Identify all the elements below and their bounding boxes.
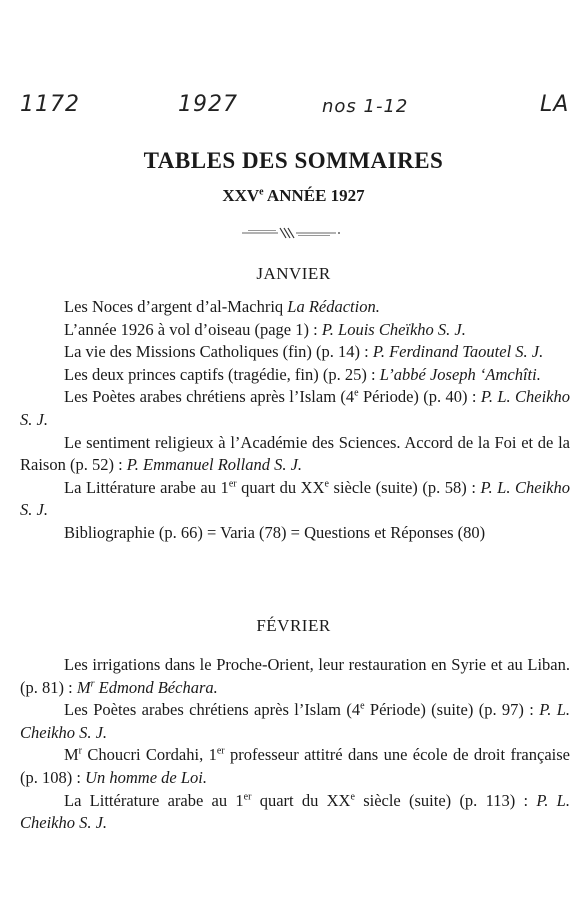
entry-text: La vie des Missions Catholiques (fin) (p. 14) : xyxy=(64,342,373,362)
table-of-contents-entry xyxy=(20,296,570,319)
entry-text: Période) (p. 40) : xyxy=(358,387,481,407)
entry-text: La Littérature arabe au 1 xyxy=(64,477,229,497)
entry-author: Un homme de Loi. xyxy=(85,767,207,787)
table-of-contents-entry xyxy=(20,319,570,342)
entry-text: M xyxy=(64,745,79,765)
entries-fevrier xyxy=(20,654,570,835)
entry-text: er xyxy=(216,745,225,757)
entry-author: P. Ferdinand Taoutel S. J. xyxy=(372,342,544,362)
entry-text: quart du XX xyxy=(236,477,325,497)
entry-author: L’abbé Joseph ‘Amchîti. xyxy=(379,364,541,384)
entry-text: Les Noces d’argent d’al-Machriq xyxy=(64,297,288,316)
entry-author: P. L. Cheikho S. J. xyxy=(20,790,570,833)
entry-author: P. L. Cheikho S. J. xyxy=(20,477,570,520)
table-of-contents-entry xyxy=(20,790,570,835)
volume-subtitle xyxy=(0,186,587,206)
entry-author: La Rédaction. xyxy=(287,297,380,316)
entry-text: er xyxy=(243,791,252,803)
entry-text: Bibliographie (p. 66) = Varia (78) = Questions et Réponses (80) xyxy=(64,522,486,542)
table-of-contents-entry xyxy=(20,477,570,522)
entry-text: er xyxy=(228,478,237,490)
entry-text: Les Poètes arabes chrétiens après l’Islam (4 xyxy=(64,387,355,407)
handwritten-annotation-left: 1172 xyxy=(20,92,80,117)
table-of-contents-entry xyxy=(20,341,570,364)
entry-author: P. L. Cheikho S. J. xyxy=(20,387,570,429)
entry-text: r xyxy=(78,745,83,757)
entry-text: Les Poètes arabes chrétiens après l’Islam (4 xyxy=(64,700,361,720)
handwritten-annotation-issues: nos 1-12 xyxy=(322,96,409,117)
table-of-contents-entry xyxy=(20,432,570,477)
volume-year: ANNÉE 1927 xyxy=(263,186,365,205)
entry-text: e xyxy=(360,700,365,712)
month-heading-fevrier: FÉVRIER xyxy=(256,616,331,635)
month-heading-janvier: JANVIER xyxy=(256,264,331,283)
table-of-contents-entry xyxy=(20,386,570,431)
entry-author: P. Louis Cheïkho S. J. xyxy=(321,319,466,339)
entry-text: Période) (suite) (p. 97) : xyxy=(364,700,540,720)
entry-text: e xyxy=(324,478,329,490)
entry-text: siècle (suite) (p. 58) : xyxy=(328,477,481,497)
entry-text: e xyxy=(350,791,355,803)
entry-text: Les deux princes captifs (tragédie, fin) (p. 25) : xyxy=(64,364,380,384)
table-of-contents-entry xyxy=(20,699,570,744)
handwritten-annotation-right: LA xyxy=(540,92,570,117)
table-of-contents-entry xyxy=(20,522,570,545)
entry-author: M xyxy=(76,677,91,697)
entry-author: P. L. Cheikho S. J. xyxy=(20,700,570,742)
entry-text: Les irrigations dans le Proche-Orient, leur restauration en Syrie et au Liban. (p. 81) : xyxy=(20,655,570,697)
table-of-contents-entry xyxy=(20,654,570,699)
page-title: TABLES DES SOMMAIRES xyxy=(143,148,444,173)
entry-text: siècle (suite) (p. 113) : xyxy=(354,790,537,810)
entry-text: La Littérature arabe au 1 xyxy=(64,790,244,810)
entry-text: Choucri Cordahi, 1 xyxy=(82,745,217,765)
table-of-contents-entry xyxy=(20,744,570,789)
entry-text: quart du XX xyxy=(251,790,351,810)
entries-janvier xyxy=(20,296,570,545)
entry-text: L’année 1926 à vol d’oiseau (page 1) : xyxy=(64,319,322,339)
entry-author: Edmond Béchara. xyxy=(94,677,218,697)
entry-text: professeur attitré dans une école de droit française (p. 108) : xyxy=(20,745,570,787)
entry-text: e xyxy=(354,387,359,399)
entry-text: Le sentiment religieux à l’Académie des Sciences. Accord de la Foi et de la Raison (p. 52) : xyxy=(20,432,570,475)
entry-author: P. Emmanuel Rolland S. J. xyxy=(126,455,303,475)
table-of-contents-entry xyxy=(20,364,570,387)
ornament-divider-icon xyxy=(240,226,340,240)
handwritten-annotation-year: 1927 xyxy=(178,92,238,117)
entry-author: r xyxy=(90,678,95,690)
volume-roman: XXV xyxy=(222,186,260,205)
volume-suffix: e xyxy=(259,186,264,198)
